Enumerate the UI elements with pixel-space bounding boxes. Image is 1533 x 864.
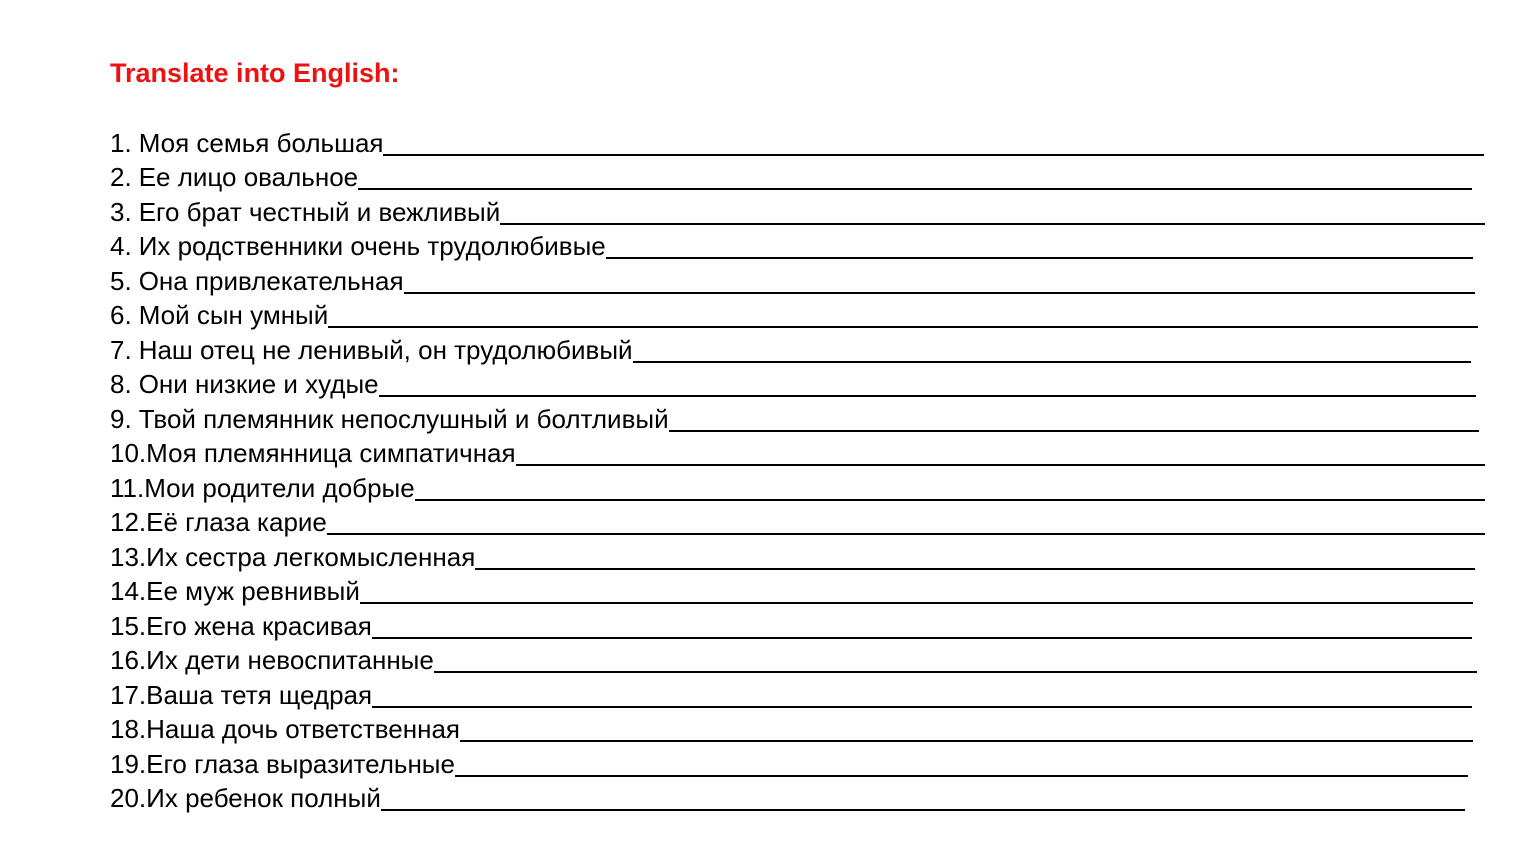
item-number: 13. xyxy=(110,541,147,572)
sentence-list xyxy=(110,124,1485,814)
list-item xyxy=(110,504,1485,539)
item-text: Её глаза карие xyxy=(146,507,327,537)
item-number: 14. xyxy=(110,576,147,606)
list-item xyxy=(110,297,1485,332)
answer-line[interactable] xyxy=(381,809,1465,811)
answer-line[interactable] xyxy=(327,533,1485,535)
answer-line[interactable] xyxy=(460,740,1473,742)
item-text: Моя семья большая xyxy=(138,127,384,158)
item-text: Ее лицо овальное xyxy=(138,162,359,192)
list-item xyxy=(110,607,1485,642)
item-number: 5. xyxy=(110,265,132,296)
item-text: Его жена красивая xyxy=(146,610,372,641)
answer-line[interactable] xyxy=(434,671,1477,673)
answer-line[interactable] xyxy=(633,361,1471,363)
worksheet-heading: Translate into English: xyxy=(110,58,400,88)
item-text: Его глаза выразительные xyxy=(146,748,455,779)
answer-line[interactable] xyxy=(360,602,1473,604)
item-number: 1. xyxy=(110,127,132,158)
item-text: Мой сын умный xyxy=(138,300,329,330)
item-number: 9. xyxy=(110,403,132,434)
item-text: Моя племянница симпатичная xyxy=(146,438,516,468)
list-item xyxy=(110,642,1485,677)
list-item xyxy=(110,159,1485,194)
answer-line[interactable] xyxy=(500,223,1485,225)
item-number: 3. xyxy=(110,196,132,227)
item-text: Они низкие и худые xyxy=(138,369,379,399)
answer-line[interactable] xyxy=(372,706,1472,708)
answer-line[interactable] xyxy=(383,154,1484,156)
answer-line[interactable] xyxy=(404,292,1475,294)
answer-line[interactable] xyxy=(328,326,1478,328)
answer-line[interactable] xyxy=(455,775,1468,777)
item-text: Наш отец не ленивый, он трудолюбивый xyxy=(138,334,633,365)
item-number: 18. xyxy=(110,714,147,744)
item-number: 10. xyxy=(110,438,147,468)
item-text: Она привлекательная xyxy=(138,265,404,296)
item-text: Их дети невоспитанные xyxy=(146,645,434,675)
item-text: Мои родители добрые xyxy=(144,472,415,503)
list-item xyxy=(110,780,1485,815)
answer-line[interactable] xyxy=(516,464,1485,466)
item-number: 4. xyxy=(110,231,132,261)
list-item xyxy=(110,193,1485,228)
list-item xyxy=(110,366,1485,401)
answer-line[interactable] xyxy=(475,568,1475,570)
item-text: Ее муж ревнивый xyxy=(146,576,360,606)
list-item xyxy=(110,262,1485,297)
item-text: Их сестра легкомысленная xyxy=(146,541,476,572)
answer-line[interactable] xyxy=(379,395,1476,397)
answer-line[interactable] xyxy=(415,499,1485,501)
item-text: Их ребенок полный xyxy=(146,783,381,813)
item-text: Твой племянник непослушный и болтливый xyxy=(138,403,669,434)
item-number: 7. xyxy=(110,334,132,365)
list-item xyxy=(110,469,1485,504)
list-item xyxy=(110,435,1485,470)
item-number: 12. xyxy=(110,507,147,537)
item-number: 16. xyxy=(110,645,147,675)
item-number: 20. xyxy=(110,783,147,813)
list-item xyxy=(110,228,1485,263)
list-item xyxy=(110,400,1485,435)
list-item xyxy=(110,676,1485,711)
item-text: Наша дочь ответственная xyxy=(146,714,460,744)
answer-line[interactable] xyxy=(669,430,1479,432)
item-text: Его брат честный и вежливый xyxy=(138,196,501,227)
item-number: 19. xyxy=(110,748,147,779)
item-number: 2. xyxy=(110,162,132,192)
list-item xyxy=(110,573,1485,608)
list-item xyxy=(110,538,1485,573)
item-number: 6. xyxy=(110,300,132,330)
item-number: 11. xyxy=(110,472,145,503)
answer-line[interactable] xyxy=(372,637,1472,639)
answer-line[interactable] xyxy=(358,188,1472,190)
item-number: 8. xyxy=(110,369,132,399)
item-text: Ваша тетя щедрая xyxy=(146,679,373,710)
list-item xyxy=(110,331,1485,366)
list-item xyxy=(110,711,1485,746)
item-text: Их родственники очень трудолюбивые xyxy=(138,231,606,261)
answer-line[interactable] xyxy=(606,257,1473,259)
list-item xyxy=(110,745,1485,780)
list-item xyxy=(110,124,1485,159)
item-number: 15. xyxy=(110,610,147,641)
item-number: 17. xyxy=(110,679,147,710)
